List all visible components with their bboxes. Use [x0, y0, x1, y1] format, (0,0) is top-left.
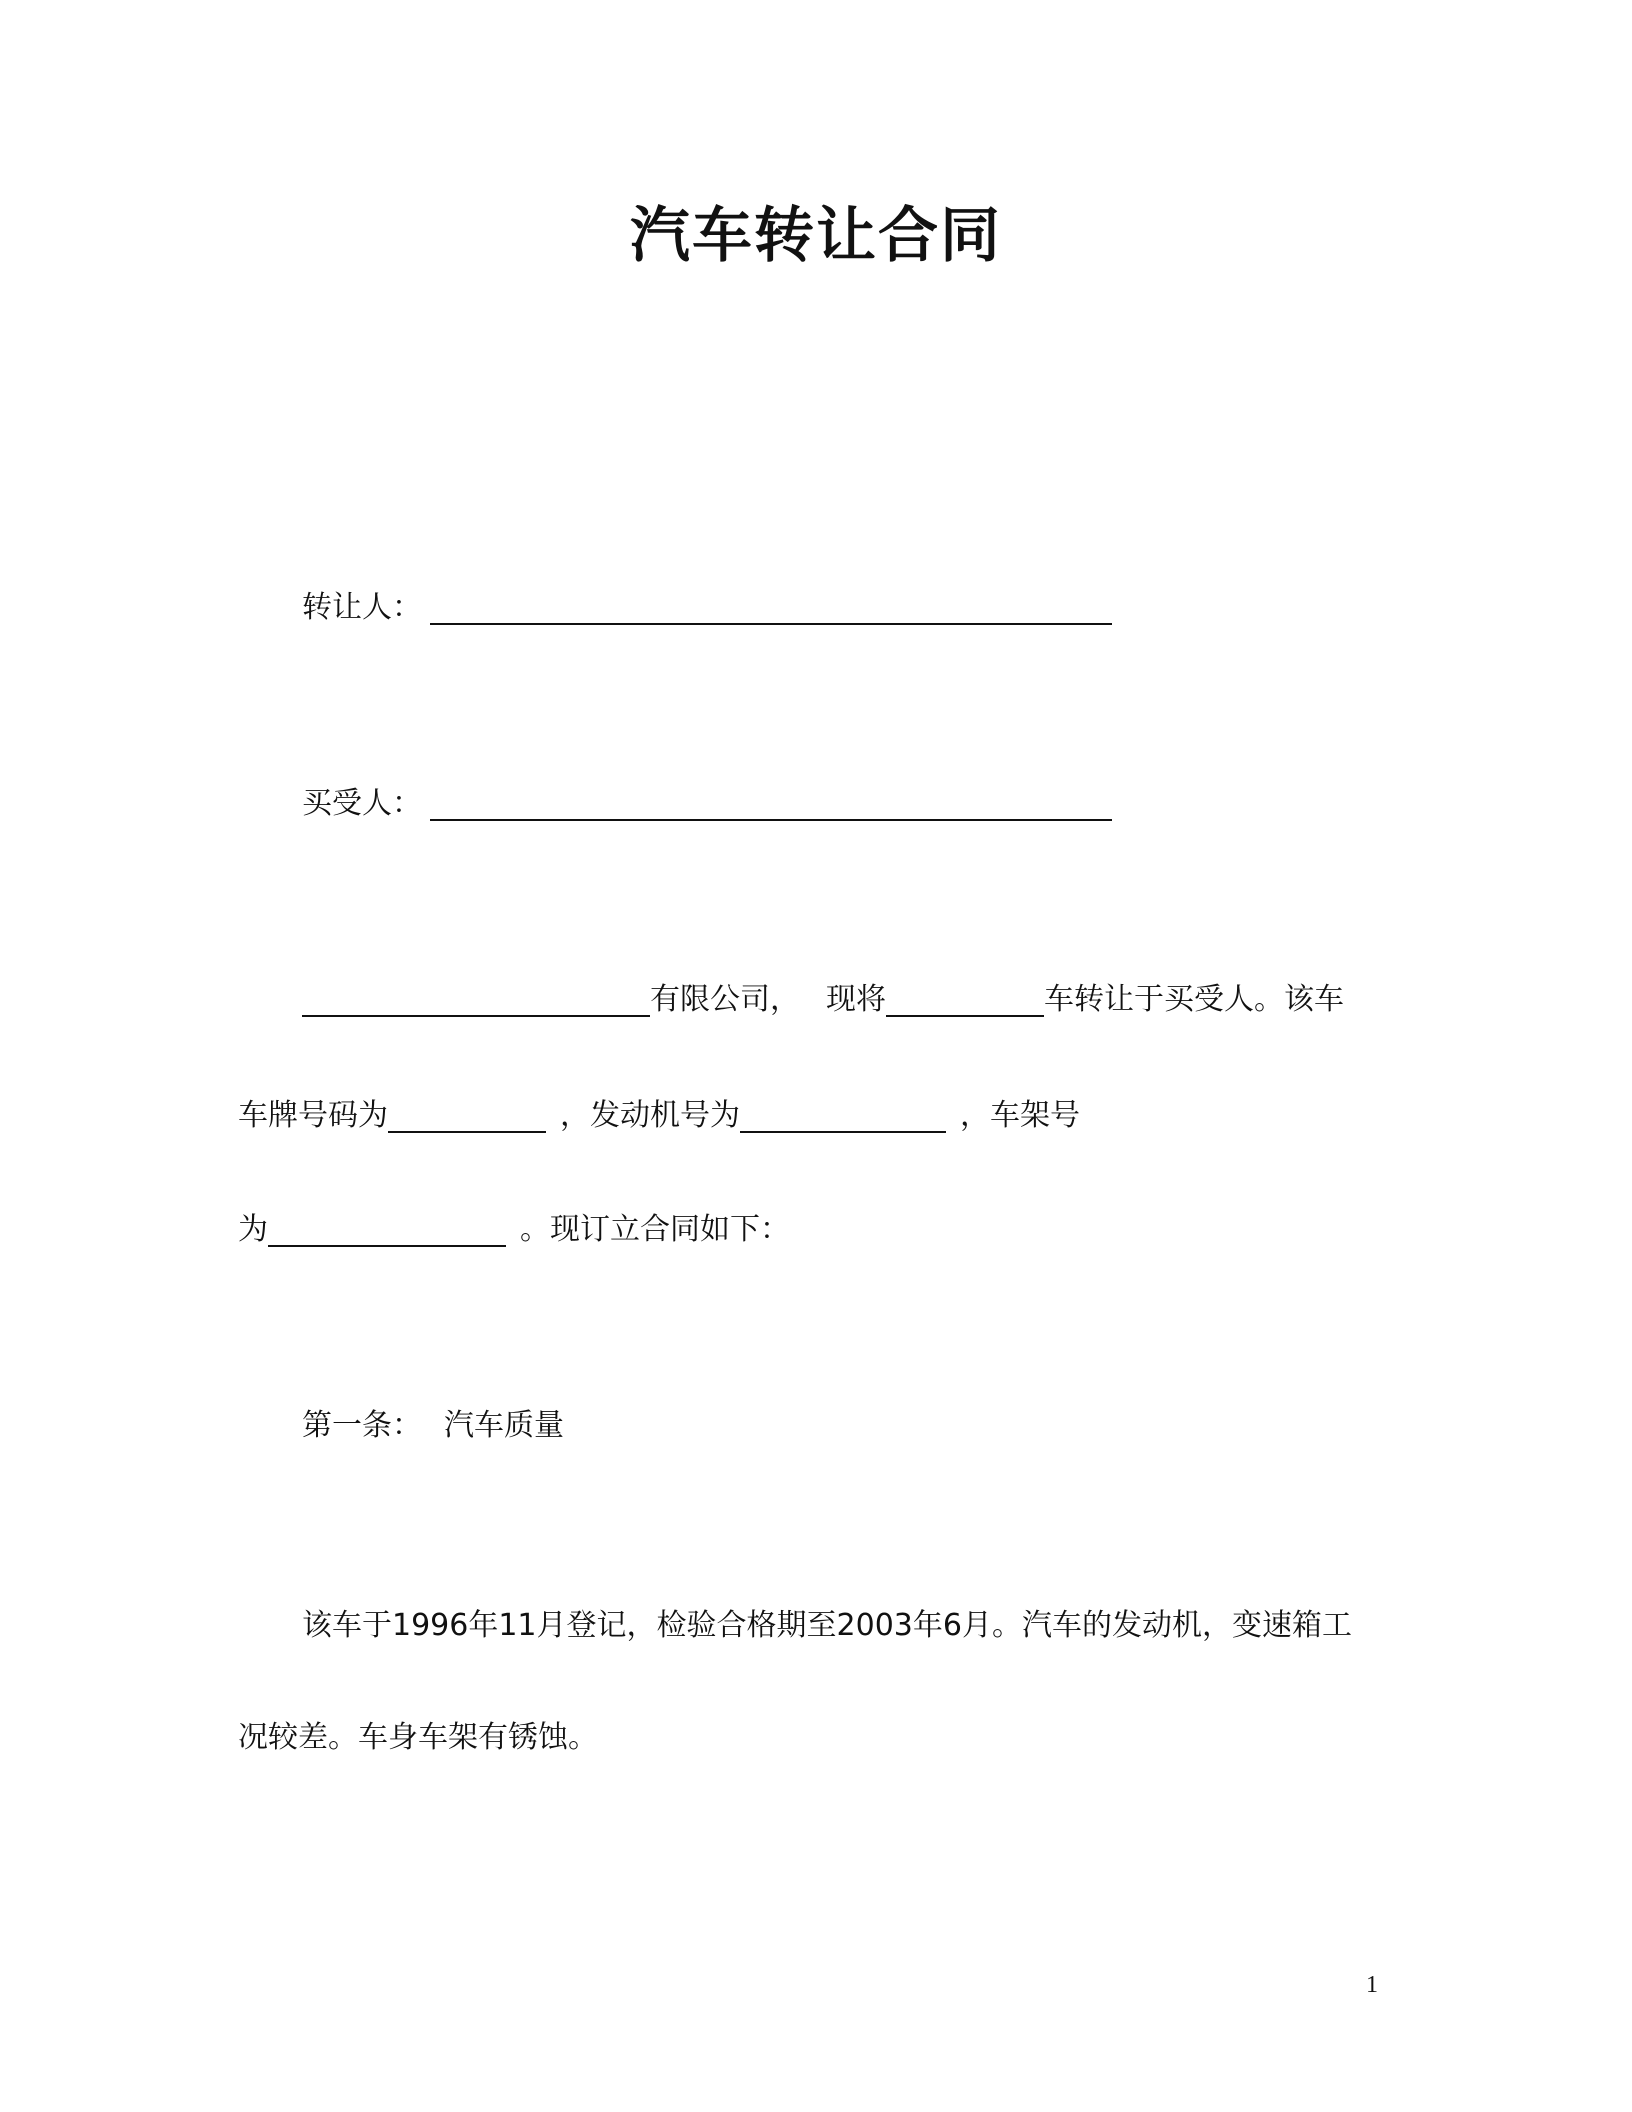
- engine-label: ，发动机号为: [560, 1098, 740, 1133]
- para1-line2: [238, 1094, 1080, 1138]
- buyer-line: [302, 782, 1112, 826]
- article1-text-line1: 该车于1996年11月登记，检验合格期至2003年6月。汽车的发动机，变速箱工: [302, 1608, 1352, 1643]
- transferor-line: [302, 586, 1112, 630]
- article1-label: 第一条：: [302, 1408, 422, 1443]
- transfer-text: 车转让于买受人。该车: [1044, 982, 1344, 1017]
- buyer-blank[interactable]: [430, 789, 1112, 821]
- transferor-blank[interactable]: [430, 593, 1112, 625]
- page-title: 汽车转让合同: [630, 201, 1002, 271]
- frame-label-2: 为: [238, 1212, 268, 1247]
- agree-text: 。现订立合同如下：: [520, 1212, 790, 1247]
- article1-text-line2: 况较差。车身车架有锈蚀。: [238, 1720, 598, 1755]
- company-suffix: 有限公司，: [650, 982, 800, 1017]
- article1-heading: [302, 1404, 564, 1448]
- now-text: 现将: [826, 982, 886, 1017]
- para1-line3: [238, 1208, 790, 1252]
- page-number: 1: [1366, 1972, 1378, 1998]
- article1-title: 汽车质量: [444, 1408, 564, 1443]
- engine-blank[interactable]: [740, 1101, 946, 1133]
- buyer-label: 买受人：: [302, 786, 422, 821]
- plate-blank[interactable]: [388, 1101, 546, 1133]
- company-blank[interactable]: [302, 985, 650, 1017]
- transferor-label: 转让人：: [302, 590, 422, 625]
- car-model-blank[interactable]: [886, 985, 1044, 1017]
- frame-blank[interactable]: [268, 1215, 506, 1247]
- plate-label: 车牌号码为: [238, 1098, 388, 1133]
- para1-line1: [302, 978, 1344, 1022]
- frame-label: ，车架号: [960, 1098, 1080, 1133]
